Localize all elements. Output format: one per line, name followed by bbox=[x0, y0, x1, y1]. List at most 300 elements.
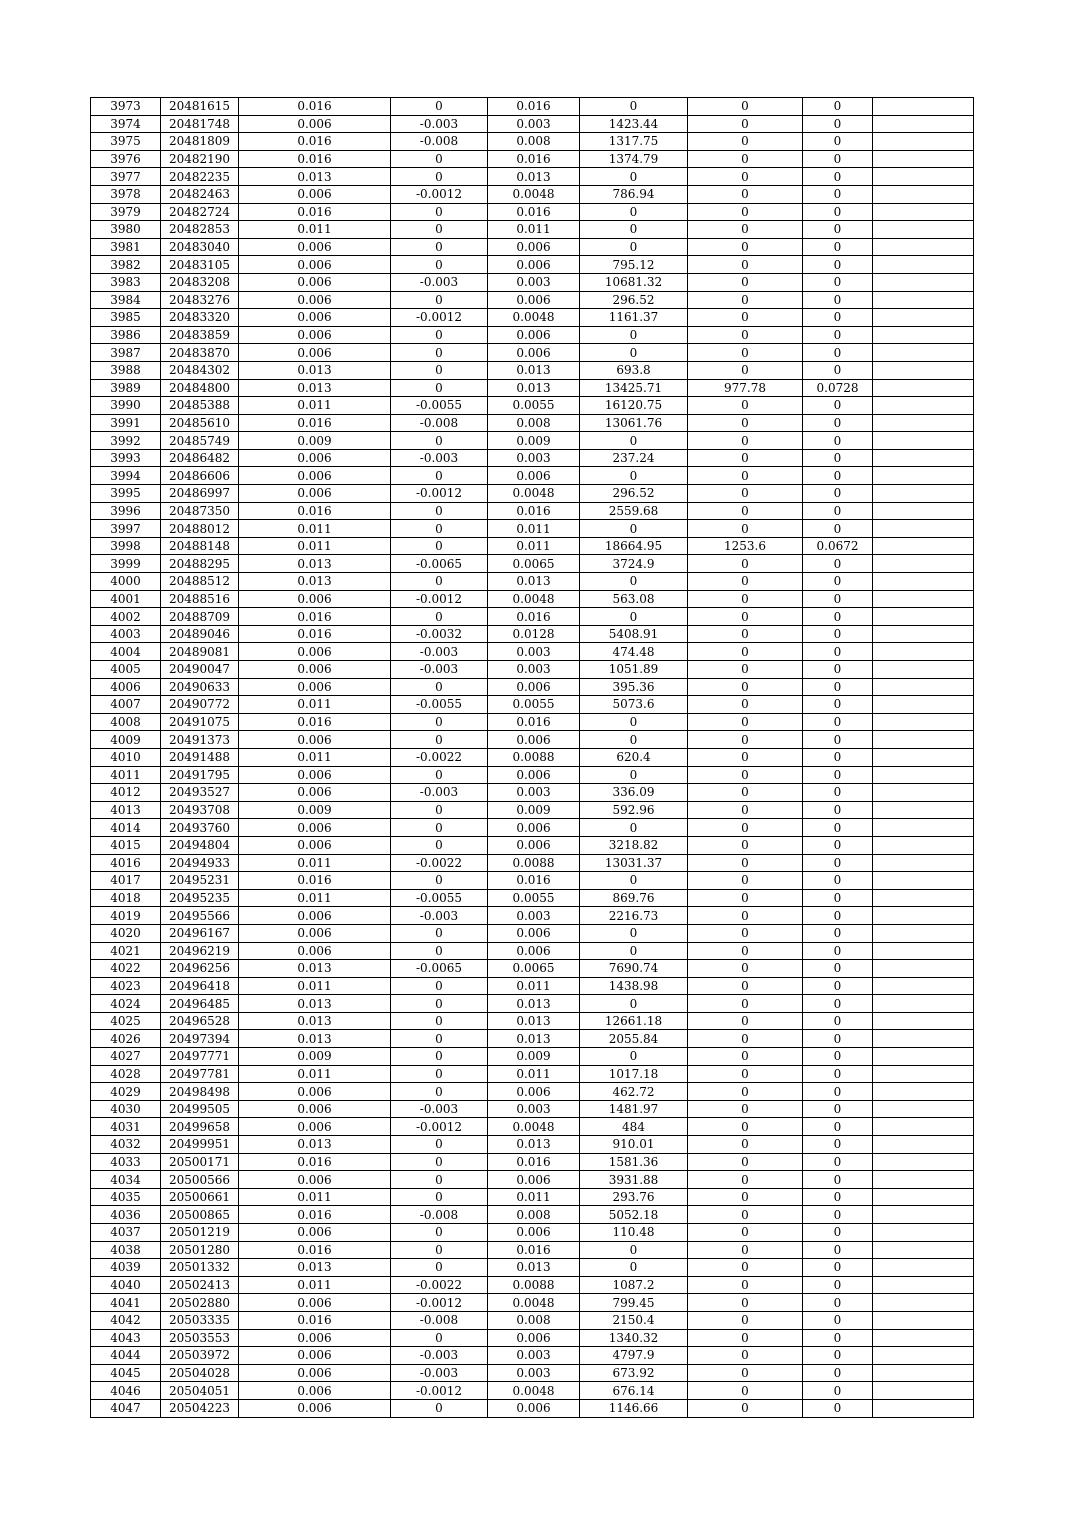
id-cell: 20491373 bbox=[161, 731, 239, 749]
value-b-cell: -0.0065 bbox=[391, 960, 488, 978]
table-row bbox=[91, 573, 974, 591]
row-number-cell: 4027 bbox=[91, 1048, 161, 1066]
row-number-cell: 4007 bbox=[91, 696, 161, 714]
value-b-cell: 0 bbox=[391, 502, 488, 520]
id-cell: 20497781 bbox=[161, 1065, 239, 1083]
table-row bbox=[91, 133, 974, 151]
table-row bbox=[91, 397, 974, 415]
row-number-cell: 4003 bbox=[91, 625, 161, 643]
ratio-cell: 0 bbox=[803, 713, 873, 731]
value-b-cell: -0.0012 bbox=[391, 1118, 488, 1136]
value-a-cell: 0.011 bbox=[239, 889, 391, 907]
ratio-cell: 0 bbox=[803, 748, 873, 766]
blank-cell bbox=[873, 1399, 974, 1417]
row-number-cell: 4015 bbox=[91, 836, 161, 854]
value-c-cell: 0.013 bbox=[488, 1030, 580, 1048]
value-a-cell: 0.011 bbox=[239, 397, 391, 415]
value-a-cell: 0.006 bbox=[239, 907, 391, 925]
table-row bbox=[91, 1048, 974, 1066]
ratio-cell: 0 bbox=[803, 977, 873, 995]
blank-cell bbox=[873, 520, 974, 538]
value-a-cell: 0.016 bbox=[239, 1311, 391, 1329]
ratio-cell: 0 bbox=[803, 485, 873, 503]
amount-cell: 13031.37 bbox=[580, 854, 688, 872]
amount-cell: 1423.44 bbox=[580, 115, 688, 133]
value-d-cell: 0 bbox=[688, 713, 803, 731]
amount-cell: 1317.75 bbox=[580, 133, 688, 151]
id-cell: 20486997 bbox=[161, 485, 239, 503]
amount-cell: 0 bbox=[580, 326, 688, 344]
value-d-cell: 0 bbox=[688, 836, 803, 854]
value-b-cell: 0 bbox=[391, 98, 488, 116]
amount-cell: 676.14 bbox=[580, 1382, 688, 1400]
id-cell: 20499951 bbox=[161, 1136, 239, 1154]
value-b-cell: -0.003 bbox=[391, 1347, 488, 1365]
blank-cell bbox=[873, 1030, 974, 1048]
id-cell: 20483276 bbox=[161, 291, 239, 309]
value-a-cell: 0.016 bbox=[239, 203, 391, 221]
table-row bbox=[91, 185, 974, 203]
amount-cell: 1051.89 bbox=[580, 661, 688, 679]
value-c-cell: 0.006 bbox=[488, 291, 580, 309]
id-cell: 20483040 bbox=[161, 238, 239, 256]
row-number-cell: 4043 bbox=[91, 1329, 161, 1347]
table-row bbox=[91, 854, 974, 872]
value-b-cell: -0.0012 bbox=[391, 590, 488, 608]
value-b-cell: 0 bbox=[391, 344, 488, 362]
blank-cell bbox=[873, 924, 974, 942]
amount-cell: 16120.75 bbox=[580, 397, 688, 415]
value-d-cell: 0 bbox=[688, 1224, 803, 1242]
value-c-cell: 0.016 bbox=[488, 502, 580, 520]
value-d-cell: 0 bbox=[688, 326, 803, 344]
value-a-cell: 0.006 bbox=[239, 1171, 391, 1189]
id-cell: 20498498 bbox=[161, 1083, 239, 1101]
ratio-cell: 0 bbox=[803, 1399, 873, 1417]
id-cell: 20500661 bbox=[161, 1188, 239, 1206]
value-c-cell: 0.003 bbox=[488, 115, 580, 133]
row-number-cell: 3976 bbox=[91, 150, 161, 168]
value-c-cell: 0.0088 bbox=[488, 748, 580, 766]
id-cell: 20489081 bbox=[161, 643, 239, 661]
value-b-cell: 0 bbox=[391, 1136, 488, 1154]
value-d-cell: 0 bbox=[688, 854, 803, 872]
ratio-cell: 0 bbox=[803, 1276, 873, 1294]
amount-cell: 12661.18 bbox=[580, 1012, 688, 1030]
blank-cell bbox=[873, 889, 974, 907]
value-c-cell: 0.013 bbox=[488, 1259, 580, 1277]
ratio-cell: 0 bbox=[803, 819, 873, 837]
id-cell: 20504051 bbox=[161, 1382, 239, 1400]
table-row bbox=[91, 1276, 974, 1294]
row-number-cell: 4004 bbox=[91, 643, 161, 661]
value-d-cell: 0 bbox=[688, 98, 803, 116]
table-row bbox=[91, 1100, 974, 1118]
table-row bbox=[91, 414, 974, 432]
row-number-cell: 3974 bbox=[91, 115, 161, 133]
table-row bbox=[91, 273, 974, 291]
value-c-cell: 0.013 bbox=[488, 995, 580, 1013]
value-a-cell: 0.016 bbox=[239, 1241, 391, 1259]
row-number-cell: 4021 bbox=[91, 942, 161, 960]
value-a-cell: 0.006 bbox=[239, 819, 391, 837]
amount-cell: 2055.84 bbox=[580, 1030, 688, 1048]
value-d-cell: 0 bbox=[688, 819, 803, 837]
value-a-cell: 0.006 bbox=[239, 309, 391, 327]
amount-cell: 1481.97 bbox=[580, 1100, 688, 1118]
blank-cell bbox=[873, 1294, 974, 1312]
row-number-cell: 4016 bbox=[91, 854, 161, 872]
ratio-cell: 0 bbox=[803, 397, 873, 415]
value-d-cell: 0 bbox=[688, 748, 803, 766]
row-number-cell: 3994 bbox=[91, 467, 161, 485]
value-b-cell: 0 bbox=[391, 977, 488, 995]
blank-cell bbox=[873, 98, 974, 116]
value-b-cell: 0 bbox=[391, 168, 488, 186]
value-d-cell: 0 bbox=[688, 678, 803, 696]
value-a-cell: 0.006 bbox=[239, 467, 391, 485]
id-cell: 20491795 bbox=[161, 766, 239, 784]
table-row bbox=[91, 467, 974, 485]
ratio-cell: 0 bbox=[803, 520, 873, 538]
row-number-cell: 3983 bbox=[91, 273, 161, 291]
value-a-cell: 0.011 bbox=[239, 854, 391, 872]
value-b-cell: 0 bbox=[391, 537, 488, 555]
blank-cell bbox=[873, 766, 974, 784]
value-c-cell: 0.003 bbox=[488, 907, 580, 925]
value-c-cell: 0.009 bbox=[488, 1048, 580, 1066]
blank-cell bbox=[873, 573, 974, 591]
row-number-cell: 3992 bbox=[91, 432, 161, 450]
row-number-cell: 4034 bbox=[91, 1171, 161, 1189]
row-number-cell: 4033 bbox=[91, 1153, 161, 1171]
row-number-cell: 4042 bbox=[91, 1311, 161, 1329]
blank-cell bbox=[873, 238, 974, 256]
row-number-cell: 3989 bbox=[91, 379, 161, 397]
value-a-cell: 0.006 bbox=[239, 291, 391, 309]
row-number-cell: 4008 bbox=[91, 713, 161, 731]
value-b-cell: 0 bbox=[391, 713, 488, 731]
value-d-cell: 0 bbox=[688, 1399, 803, 1417]
value-d-cell: 0 bbox=[688, 573, 803, 591]
value-b-cell: 0 bbox=[391, 766, 488, 784]
ratio-cell: 0 bbox=[803, 1329, 873, 1347]
value-d-cell: 0 bbox=[688, 625, 803, 643]
value-d-cell: 0 bbox=[688, 608, 803, 626]
value-b-cell: -0.0012 bbox=[391, 485, 488, 503]
value-d-cell: 0 bbox=[688, 414, 803, 432]
value-a-cell: 0.013 bbox=[239, 168, 391, 186]
value-d-cell: 0 bbox=[688, 555, 803, 573]
amount-cell: 673.92 bbox=[580, 1364, 688, 1382]
blank-cell bbox=[873, 467, 974, 485]
blank-cell bbox=[873, 960, 974, 978]
amount-cell: 395.36 bbox=[580, 678, 688, 696]
ratio-cell: 0 bbox=[803, 678, 873, 696]
row-number-cell: 3982 bbox=[91, 256, 161, 274]
value-a-cell: 0.006 bbox=[239, 643, 391, 661]
table-row bbox=[91, 1171, 974, 1189]
value-c-cell: 0.016 bbox=[488, 98, 580, 116]
table-row bbox=[91, 221, 974, 239]
amount-cell: 1017.18 bbox=[580, 1065, 688, 1083]
id-cell: 20487350 bbox=[161, 502, 239, 520]
row-number-cell: 4029 bbox=[91, 1083, 161, 1101]
value-d-cell: 0 bbox=[688, 766, 803, 784]
amount-cell: 296.52 bbox=[580, 291, 688, 309]
value-d-cell: 0 bbox=[688, 924, 803, 942]
id-cell: 20494804 bbox=[161, 836, 239, 854]
value-d-cell: 0 bbox=[688, 397, 803, 415]
value-b-cell: 0 bbox=[391, 1188, 488, 1206]
id-cell: 20490047 bbox=[161, 661, 239, 679]
value-b-cell: 0 bbox=[391, 467, 488, 485]
table-row bbox=[91, 942, 974, 960]
table-row bbox=[91, 766, 974, 784]
blank-cell bbox=[873, 1065, 974, 1083]
row-number-cell: 4011 bbox=[91, 766, 161, 784]
value-b-cell: 0 bbox=[391, 203, 488, 221]
blank-cell bbox=[873, 1100, 974, 1118]
value-b-cell: -0.0012 bbox=[391, 309, 488, 327]
value-c-cell: 0.0065 bbox=[488, 555, 580, 573]
value-c-cell: 0.003 bbox=[488, 1364, 580, 1382]
amount-cell: 0 bbox=[580, 432, 688, 450]
blank-cell bbox=[873, 1329, 974, 1347]
ratio-cell: 0 bbox=[803, 150, 873, 168]
amount-cell: 1581.36 bbox=[580, 1153, 688, 1171]
table-row bbox=[91, 1364, 974, 1382]
value-b-cell: 0 bbox=[391, 291, 488, 309]
value-c-cell: 0.006 bbox=[488, 836, 580, 854]
id-cell: 20496485 bbox=[161, 995, 239, 1013]
value-d-cell: 0 bbox=[688, 889, 803, 907]
amount-cell: 0 bbox=[580, 995, 688, 1013]
blank-cell bbox=[873, 537, 974, 555]
value-d-cell: 0 bbox=[688, 1382, 803, 1400]
ratio-cell: 0 bbox=[803, 1311, 873, 1329]
table-row bbox=[91, 344, 974, 362]
value-d-cell: 0 bbox=[688, 1118, 803, 1136]
id-cell: 20482235 bbox=[161, 168, 239, 186]
id-cell: 20501332 bbox=[161, 1259, 239, 1277]
id-cell: 20503335 bbox=[161, 1311, 239, 1329]
row-number-cell: 4045 bbox=[91, 1364, 161, 1382]
blank-cell bbox=[873, 1259, 974, 1277]
blank-cell bbox=[873, 1012, 974, 1030]
value-d-cell: 0 bbox=[688, 643, 803, 661]
value-b-cell: -0.008 bbox=[391, 133, 488, 151]
row-number-cell: 4040 bbox=[91, 1276, 161, 1294]
ratio-cell: 0 bbox=[803, 696, 873, 714]
row-number-cell: 3977 bbox=[91, 168, 161, 186]
value-d-cell: 0 bbox=[688, 432, 803, 450]
blank-cell bbox=[873, 203, 974, 221]
amount-cell: 3218.82 bbox=[580, 836, 688, 854]
table-row bbox=[91, 1399, 974, 1417]
table-row bbox=[91, 432, 974, 450]
ratio-cell: 0 bbox=[803, 1136, 873, 1154]
value-a-cell: 0.011 bbox=[239, 1276, 391, 1294]
ratio-cell: 0 bbox=[803, 1171, 873, 1189]
table-row bbox=[91, 608, 974, 626]
value-d-cell: 0 bbox=[688, 1206, 803, 1224]
table-row bbox=[91, 309, 974, 327]
row-number-cell: 3985 bbox=[91, 309, 161, 327]
blank-cell bbox=[873, 1347, 974, 1365]
value-c-cell: 0.013 bbox=[488, 361, 580, 379]
id-cell: 20488512 bbox=[161, 573, 239, 591]
ratio-cell: 0 bbox=[803, 625, 873, 643]
row-number-cell: 3997 bbox=[91, 520, 161, 538]
amount-cell: 2559.68 bbox=[580, 502, 688, 520]
row-number-cell: 3979 bbox=[91, 203, 161, 221]
ratio-cell: 0 bbox=[803, 1012, 873, 1030]
value-a-cell: 0.006 bbox=[239, 1083, 391, 1101]
value-b-cell: 0 bbox=[391, 1171, 488, 1189]
value-c-cell: 0.003 bbox=[488, 661, 580, 679]
table-row bbox=[91, 960, 974, 978]
blank-cell bbox=[873, 115, 974, 133]
blank-cell bbox=[873, 555, 974, 573]
table-row bbox=[91, 731, 974, 749]
value-c-cell: 0.016 bbox=[488, 608, 580, 626]
value-a-cell: 0.013 bbox=[239, 1012, 391, 1030]
row-number-cell: 4032 bbox=[91, 1136, 161, 1154]
blank-cell bbox=[873, 449, 974, 467]
value-d-cell: 0 bbox=[688, 696, 803, 714]
value-d-cell: 0 bbox=[688, 942, 803, 960]
value-d-cell: 0 bbox=[688, 960, 803, 978]
amount-cell: 0 bbox=[580, 467, 688, 485]
ratio-cell: 0 bbox=[803, 854, 873, 872]
row-number-cell: 3995 bbox=[91, 485, 161, 503]
id-cell: 20504028 bbox=[161, 1364, 239, 1382]
id-cell: 20495235 bbox=[161, 889, 239, 907]
ratio-cell: 0 bbox=[803, 344, 873, 362]
table-row bbox=[91, 361, 974, 379]
id-cell: 20490633 bbox=[161, 678, 239, 696]
amount-cell: 0 bbox=[580, 731, 688, 749]
value-c-cell: 0.006 bbox=[488, 766, 580, 784]
table-row bbox=[91, 801, 974, 819]
value-c-cell: 0.006 bbox=[488, 678, 580, 696]
table-row bbox=[91, 643, 974, 661]
id-cell: 20483208 bbox=[161, 273, 239, 291]
id-cell: 20488295 bbox=[161, 555, 239, 573]
blank-cell bbox=[873, 1048, 974, 1066]
amount-cell: 869.76 bbox=[580, 889, 688, 907]
value-b-cell: 0 bbox=[391, 924, 488, 942]
value-d-cell: 0 bbox=[688, 1259, 803, 1277]
ratio-cell: 0 bbox=[803, 273, 873, 291]
value-d-cell: 0 bbox=[688, 801, 803, 819]
id-cell: 20493527 bbox=[161, 784, 239, 802]
id-cell: 20482463 bbox=[161, 185, 239, 203]
amount-cell: 0 bbox=[580, 819, 688, 837]
value-c-cell: 0.003 bbox=[488, 1100, 580, 1118]
value-c-cell: 0.013 bbox=[488, 168, 580, 186]
value-b-cell: -0.008 bbox=[391, 414, 488, 432]
id-cell: 20489046 bbox=[161, 625, 239, 643]
table-row bbox=[91, 1241, 974, 1259]
id-cell: 20484302 bbox=[161, 361, 239, 379]
value-a-cell: 0.011 bbox=[239, 520, 391, 538]
value-d-cell: 0 bbox=[688, 485, 803, 503]
id-cell: 20500865 bbox=[161, 1206, 239, 1224]
value-a-cell: 0.006 bbox=[239, 1399, 391, 1417]
value-b-cell: -0.003 bbox=[391, 449, 488, 467]
amount-cell: 0 bbox=[580, 924, 688, 942]
table-row bbox=[91, 1224, 974, 1242]
ratio-cell: 0 bbox=[803, 1382, 873, 1400]
table-row bbox=[91, 1153, 974, 1171]
ratio-cell: 0 bbox=[803, 1065, 873, 1083]
blank-cell bbox=[873, 1241, 974, 1259]
amount-cell: 786.94 bbox=[580, 185, 688, 203]
value-d-cell: 0 bbox=[688, 872, 803, 890]
ratio-cell: 0 bbox=[803, 801, 873, 819]
value-d-cell: 0 bbox=[688, 995, 803, 1013]
value-d-cell: 0 bbox=[688, 1347, 803, 1365]
blank-cell bbox=[873, 1206, 974, 1224]
value-d-cell: 0 bbox=[688, 1065, 803, 1083]
id-cell: 20499505 bbox=[161, 1100, 239, 1118]
ratio-cell: 0 bbox=[803, 256, 873, 274]
value-c-cell: 0.0048 bbox=[488, 485, 580, 503]
value-d-cell: 0 bbox=[688, 203, 803, 221]
id-cell: 20504223 bbox=[161, 1399, 239, 1417]
id-cell: 20500171 bbox=[161, 1153, 239, 1171]
amount-cell: 1146.66 bbox=[580, 1399, 688, 1417]
table-row bbox=[91, 1206, 974, 1224]
value-a-cell: 0.006 bbox=[239, 590, 391, 608]
ratio-cell: 0 bbox=[803, 1030, 873, 1048]
value-a-cell: 0.013 bbox=[239, 573, 391, 591]
id-cell: 20495566 bbox=[161, 907, 239, 925]
value-b-cell: -0.003 bbox=[391, 273, 488, 291]
blank-cell bbox=[873, 485, 974, 503]
value-c-cell: 0.008 bbox=[488, 1311, 580, 1329]
amount-cell: 0 bbox=[580, 766, 688, 784]
ratio-cell: 0 bbox=[803, 960, 873, 978]
blank-cell bbox=[873, 326, 974, 344]
row-number-cell: 3991 bbox=[91, 414, 161, 432]
value-b-cell: 0 bbox=[391, 678, 488, 696]
row-number-cell: 4036 bbox=[91, 1206, 161, 1224]
value-a-cell: 0.006 bbox=[239, 1294, 391, 1312]
row-number-cell: 4019 bbox=[91, 907, 161, 925]
amount-cell: 13425.71 bbox=[580, 379, 688, 397]
ratio-cell: 0 bbox=[803, 661, 873, 679]
value-a-cell: 0.013 bbox=[239, 1030, 391, 1048]
value-a-cell: 0.006 bbox=[239, 942, 391, 960]
amount-cell: 0 bbox=[580, 1048, 688, 1066]
value-b-cell: 0 bbox=[391, 995, 488, 1013]
row-number-cell: 4023 bbox=[91, 977, 161, 995]
value-a-cell: 0.006 bbox=[239, 1329, 391, 1347]
ratio-cell: 0.0672 bbox=[803, 537, 873, 555]
table-row bbox=[91, 256, 974, 274]
table-row bbox=[91, 150, 974, 168]
row-number-cell: 4026 bbox=[91, 1030, 161, 1048]
table-row bbox=[91, 819, 974, 837]
row-number-cell: 4025 bbox=[91, 1012, 161, 1030]
value-c-cell: 0.006 bbox=[488, 238, 580, 256]
value-c-cell: 0.011 bbox=[488, 977, 580, 995]
row-number-cell: 3988 bbox=[91, 361, 161, 379]
table-row bbox=[91, 555, 974, 573]
